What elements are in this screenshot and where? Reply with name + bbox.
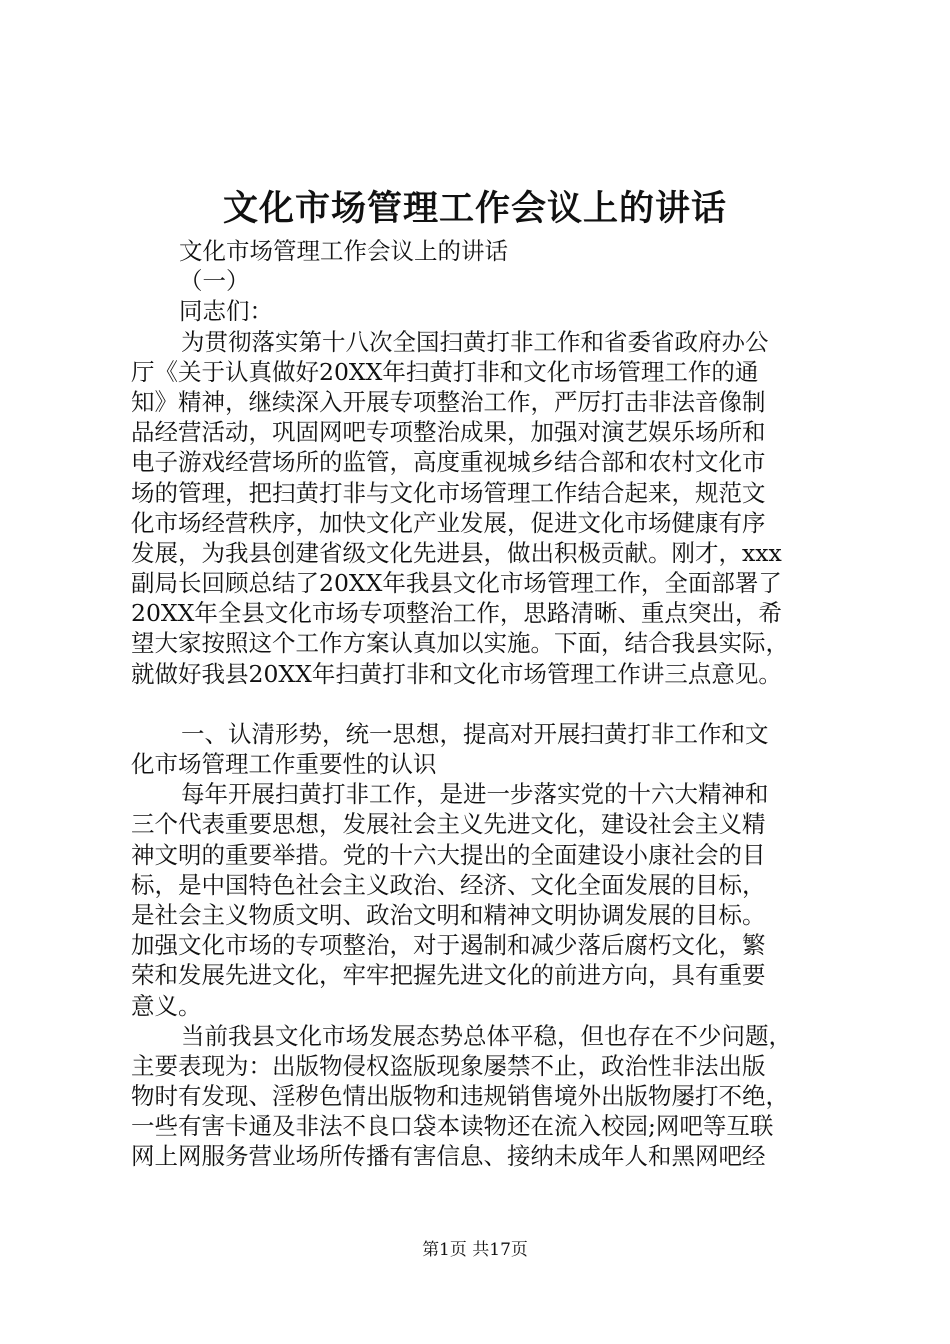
heading-line: 一、认清形势，统一思想，提高对开展扫黄打非工作和文 [181, 719, 769, 748]
paragraph-line: 每年开展扫黄打非工作，是进一步落实党的十六大精神和 [181, 780, 769, 809]
section-number: （一） [179, 267, 250, 296]
paragraph-line: 当前我县文化市场发展态势总体平稳，但也存在不少问题， [181, 1021, 792, 1050]
subtitle: 文化市场管理工作会议上的讲话 [179, 237, 508, 265]
paragraph-3 [131, 1021, 833, 1172]
paragraph-line: 发展，为我县创建省级文化先进县，做出积极贡献。刚才，xxx [131, 538, 782, 567]
page-footer: 第1页 共17页 [422, 1240, 528, 1260]
paragraph-line: 加强文化市场的专项整治，对于遏制和减少落后腐朽文化，繁 [131, 931, 766, 960]
paragraph-1 [131, 327, 833, 689]
paragraph-line: 场的管理，把扫黄打非与文化市场管理工作结合起来，规范文 [131, 478, 766, 507]
paragraph-line: 意义。 [131, 991, 202, 1020]
paragraph-line: 主要表现为：出版物侵权盗版现象屡禁不止，政治性非法出版 [131, 1051, 766, 1080]
paragraph-line: 20XX年全县文化市场专项整治工作，思路清晰、重点突出，希 [131, 599, 782, 628]
paragraph-line: 物时有发现、淫秽色情出版物和违规销售境外出版物屡打不绝， [131, 1082, 789, 1111]
paragraph-line: 荣和发展先进文化，牢牢把握先进文化的前进方向，具有重要 [131, 961, 766, 990]
document-body [131, 236, 833, 1172]
paragraph-line: 副局长回顾总结了20XX年我县文化市场管理工作，全面部署了 [131, 569, 782, 598]
heading-line: 化市场管理工作重要性的认识 [131, 750, 437, 778]
salutation: 同志们： [179, 297, 273, 326]
paragraph-line: 就做好我县20XX年扫黄打非和文化市场管理工作讲三点意见。 [131, 659, 782, 688]
paragraph-line: 标，是中国特色社会主义政治、经济、文化全面发展的目标， [131, 870, 766, 899]
paragraph-line: 网上网服务营业场所传播有害信息、接纳未成年人和黑网吧经 [131, 1142, 766, 1171]
paragraph-line: 为贯彻落实第十八次全国扫黄打非工作和省委省政府办公 [181, 327, 769, 356]
paragraph-line: 一些有害卡通及非法不良口袋本读物还在流入校园;网吧等互联 [131, 1112, 774, 1141]
paragraph-line: 神文明的重要举措。党的十六大提出的全面建设小康社会的目 [131, 840, 766, 869]
paragraph-line: 厅《关于认真做好20XX年扫黄打非和文化市场管理工作的通 [131, 357, 759, 386]
section-heading-1 [131, 719, 833, 779]
paragraph-line: 望大家按照这个工作方案认真加以实施。下面，结合我县实际， [131, 629, 789, 658]
paragraph-line: 品经营活动，巩固网吧专项整治成果，加强对演艺娱乐场所和 [131, 418, 766, 447]
document-title: 文化市场管理工作会议上的讲话 [222, 188, 727, 229]
paragraph-line: 是社会主义物质文明、政治文明和精神文明协调发展的目标。 [131, 900, 766, 929]
paragraph-line: 三个代表重要思想，发展社会主义先进文化，建设社会主义精 [131, 810, 766, 839]
paragraph-gap [131, 689, 833, 719]
paragraph-line: 知》精神，继续深入开展专项整治工作，严厉打击非法音像制 [131, 387, 766, 416]
paragraph-2 [131, 779, 833, 1021]
paragraph-line: 化市场经营秩序，加快文化产业发展，促进文化市场健康有序 [131, 508, 766, 537]
paragraph-line: 电子游戏经营场所的监管，高度重视城乡结合部和农村文化市 [131, 448, 766, 477]
